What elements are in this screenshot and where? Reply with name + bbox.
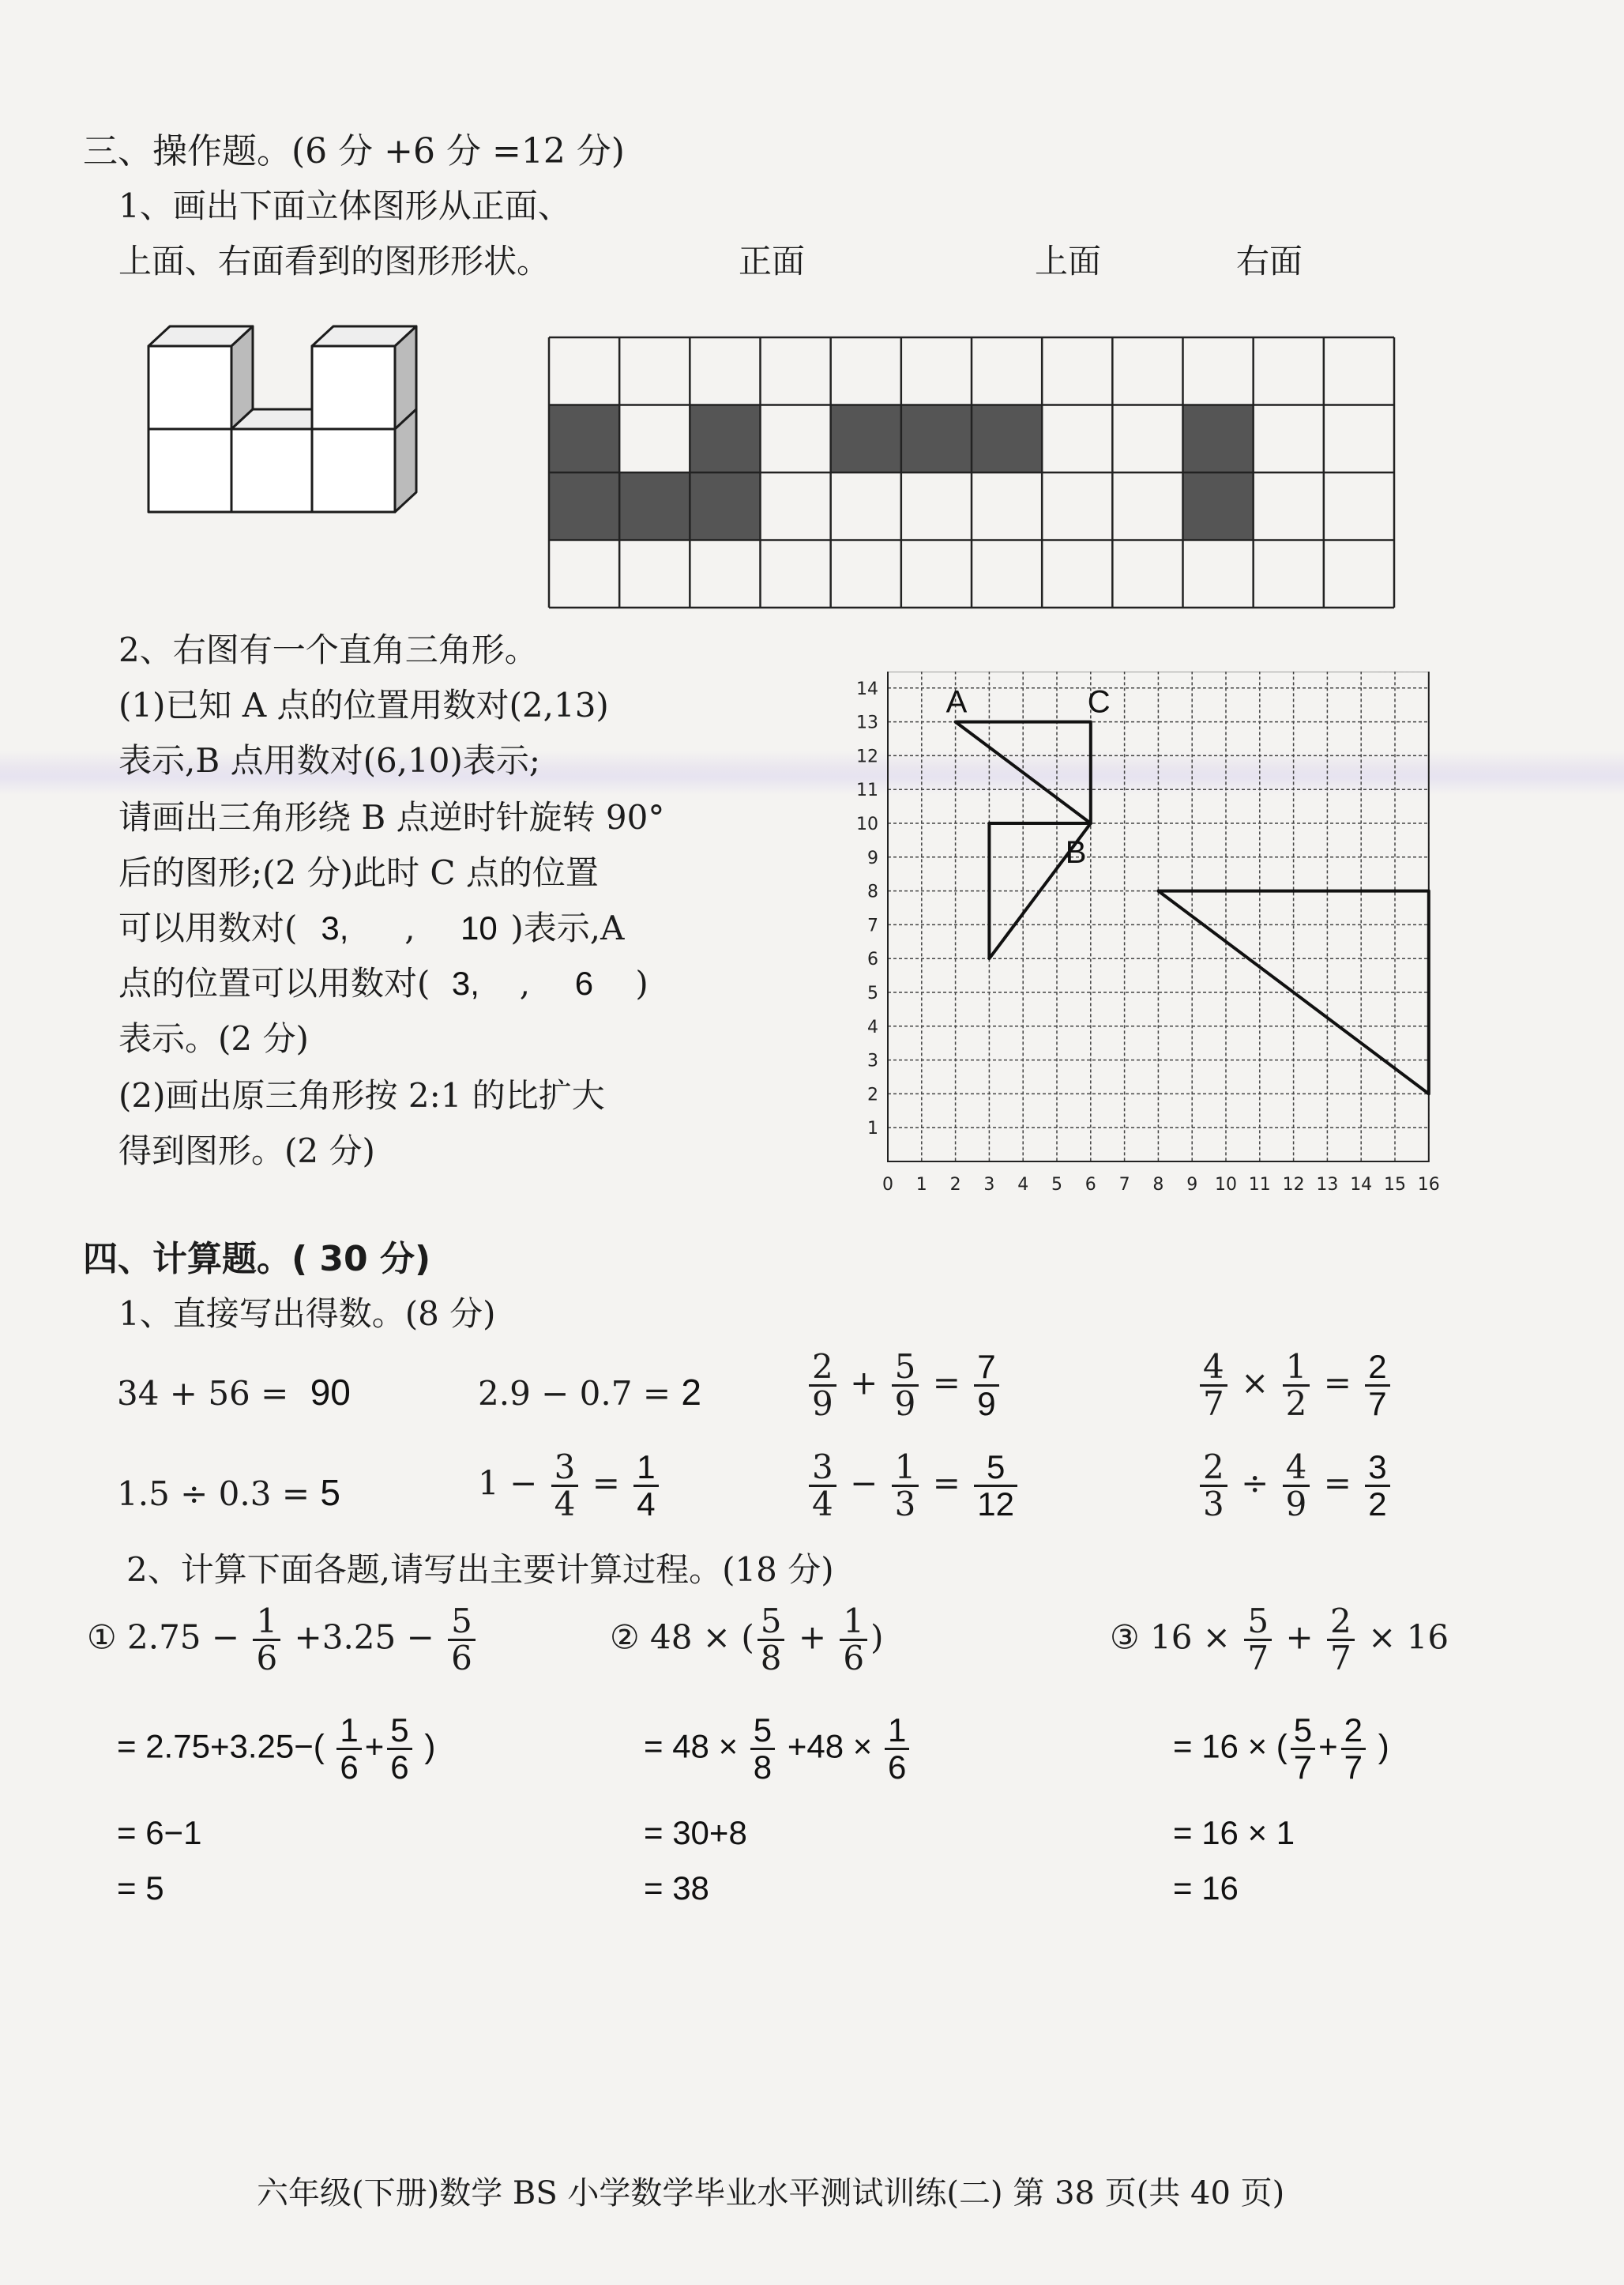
answer-fraction: $\frac{5}{12}$ [974, 1450, 1017, 1522]
expr: +3.25 − [294, 1617, 434, 1657]
answer-fraction: $\frac{1}{4}$ [633, 1450, 658, 1522]
cube-figure [142, 320, 427, 518]
x-tick-label: 15 [1384, 1175, 1406, 1195]
view-label-top: 上面 [1035, 242, 1102, 280]
operator: + [798, 1617, 827, 1657]
x-tick-label: 2 [949, 1175, 961, 1195]
fraction: $\frac{1}{6}$ [253, 1604, 280, 1676]
problem-number: ① [87, 1617, 117, 1657]
shaded-cell [1183, 472, 1254, 540]
expr: × 16 [1368, 1617, 1449, 1657]
shaded-cell [1183, 405, 1254, 473]
x-tick-label: 14 [1350, 1175, 1373, 1195]
q2-line1: 2、右图有一个直角三角形。 [118, 631, 538, 669]
y-tick-label: 14 [856, 679, 878, 699]
answer-fraction: $\frac{7}{9}$ [974, 1350, 998, 1421]
expr: 2.9 − 0.7 = [478, 1374, 671, 1413]
shaded-cell [901, 405, 972, 473]
expr: = 48 × [644, 1727, 739, 1765]
operator: × [1241, 1363, 1269, 1402]
operator: + [364, 1727, 385, 1765]
expr: = 16 × ( [1173, 1727, 1288, 1765]
a-answer-y: 6 [574, 965, 594, 1002]
y-tick-label: 9 [867, 848, 878, 868]
expr: 1 − [478, 1463, 538, 1503]
problem1-step2: = 6−1 [117, 1814, 202, 1851]
calc-r1-b [478, 1371, 701, 1414]
x-tick-label: 9 [1186, 1175, 1198, 1195]
y-tick-label: 4 [867, 1017, 878, 1037]
operator: + [1285, 1617, 1314, 1657]
x-tick-label: 10 [1215, 1175, 1237, 1195]
operator: − [850, 1463, 878, 1503]
problem1-step1 [117, 1713, 435, 1785]
q2-line4: 请画出三角形绕 B 点逆时针旋转 90° [118, 798, 665, 837]
x-tick-label: 11 [1248, 1175, 1271, 1195]
q2-line7 [118, 964, 648, 1003]
c-answer-comma: , [404, 909, 415, 947]
y-tick-label: 7 [867, 916, 878, 936]
q2-line6-prefix: 可以用数对( [118, 909, 298, 947]
calc-r2-d: $\frac{2}{3}$ ÷ $\frac{4}{9}$ = $\frac{3}{2}$ [1197, 1450, 1393, 1522]
fraction: $\frac{3}{4}$ [551, 1450, 579, 1522]
coordinate-grid [853, 672, 1469, 1225]
x-tick-label: 6 [1085, 1175, 1096, 1195]
expr: +48 × [787, 1727, 873, 1765]
x-tick-label: 16 [1417, 1175, 1440, 1195]
fraction: $\frac{3}{4}$ [809, 1450, 836, 1522]
fraction: $\frac{2}{9}$ [809, 1350, 836, 1421]
x-tick-label: 3 [983, 1175, 995, 1195]
expr: 34 + 56 = [117, 1374, 289, 1413]
fraction: $\frac{5}{8}$ [757, 1604, 785, 1676]
fraction: $\frac{2}{7}$ [1327, 1604, 1355, 1676]
q2-line5: 后的图形;(2 分)此时 C 点的位置 [118, 853, 599, 892]
x-tick-label: 7 [1118, 1175, 1130, 1195]
problem1-step3: = 5 [117, 1869, 164, 1907]
section3-heading: 三、操作题。(6 分 +6 分 =12 分) [83, 131, 625, 171]
fraction: $\frac{1}{2}$ [1283, 1350, 1310, 1421]
fraction: $\frac{1}{6}$ [840, 1604, 867, 1676]
point-label-A: A [945, 684, 968, 720]
expr: 48 × ( [650, 1617, 754, 1657]
operator: + [1318, 1727, 1338, 1765]
problem-number: ② [610, 1617, 640, 1657]
x-tick-label: 4 [1017, 1175, 1029, 1195]
answer-fraction: $\frac{2}{7}$ [1365, 1350, 1389, 1421]
shaded-cell [972, 405, 1042, 473]
fraction: $\frac{5}{6}$ [448, 1604, 476, 1676]
shaded-cell [549, 472, 619, 540]
fraction: $\frac{1}{6}$ [885, 1713, 909, 1785]
x-tick-label: 0 [882, 1175, 893, 1195]
y-tick-label: 5 [867, 984, 878, 1003]
views-answer-grid [545, 333, 1398, 612]
c-answer-x: 3, [321, 909, 349, 947]
q2-line2: (1)已知 A 点的位置用数对(2,13) [118, 686, 609, 725]
q2-line7-prefix: 点的位置可以用数对( [118, 964, 430, 1003]
fraction: $\frac{2}{3}$ [1200, 1450, 1227, 1522]
view-label-front: 正面 [739, 242, 806, 280]
problem3-step2: = 16 × 1 [1173, 1814, 1295, 1851]
x-tick-label: 12 [1282, 1175, 1305, 1195]
a-answer-comma: , [519, 964, 531, 1003]
calc-r1-a [117, 1371, 351, 1414]
shaded-cell [831, 405, 901, 473]
point-label-B: B [1065, 835, 1087, 870]
problem2-expression [610, 1604, 884, 1676]
expr: 2.75 − [127, 1617, 240, 1657]
operator: ÷ [1241, 1463, 1269, 1503]
shaded-cell [690, 405, 760, 473]
expr: 16 × [1150, 1617, 1231, 1657]
problem2-step2: = 30+8 [644, 1814, 747, 1851]
expr: ) [870, 1617, 884, 1657]
y-tick-label: 11 [856, 781, 878, 801]
calc-r1-d: $\frac{4}{7}$ × $\frac{1}{2}$ = $\frac{2}{7}$ [1197, 1350, 1393, 1421]
fraction: $\frac{5}{9}$ [892, 1350, 919, 1421]
problem3-step1 [1173, 1713, 1389, 1785]
expr: ) [424, 1727, 436, 1765]
operator: + [850, 1363, 878, 1402]
q2-line6 [118, 909, 624, 948]
y-tick-label: 2 [867, 1085, 878, 1105]
shaded-cell [549, 405, 619, 473]
answer: 2 [681, 1372, 701, 1413]
expr: ) [1378, 1727, 1389, 1765]
calc-q2-title: 2、计算下面各题,请写出主要计算过程。(18 分) [126, 1550, 834, 1589]
c-answer-y: 10 [461, 909, 498, 947]
q2-line7-suffix: ) [635, 964, 648, 1003]
answer: 5 [320, 1472, 340, 1513]
calc-q1-title: 1、直接写出得数。(8 分) [118, 1294, 496, 1333]
fraction: $\frac{4}{9}$ [1283, 1450, 1310, 1522]
q2-line10: 得到图形。(2 分) [118, 1131, 375, 1170]
expr: = 2.75+3.25−( [117, 1727, 325, 1765]
problem1-expression [87, 1604, 479, 1676]
fraction: $\frac{5}{7}$ [1291, 1713, 1315, 1785]
fraction: $\frac{1}{3}$ [892, 1450, 919, 1522]
y-tick-label: 6 [867, 950, 878, 970]
q2-line9: (2)画出原三角形按 2:1 的比扩大 [118, 1076, 605, 1115]
q2-line3: 表示,B 点用数对(6,10)表示; [118, 741, 541, 780]
point-label-C: C [1087, 684, 1111, 720]
section4-heading: 四、计算题。( 30 分) [83, 1239, 431, 1279]
x-tick-label: 13 [1316, 1175, 1339, 1195]
shaded-cell [690, 472, 760, 540]
x-tick-label: 8 [1152, 1175, 1164, 1195]
y-tick-label: 3 [867, 1051, 878, 1071]
fraction: $\frac{4}{7}$ [1200, 1350, 1227, 1421]
problem3-step3: = 16 [1173, 1869, 1239, 1907]
problem3-expression [1110, 1604, 1449, 1676]
x-tick-label: 1 [915, 1175, 927, 1195]
answer-fraction: $\frac{3}{2}$ [1365, 1450, 1389, 1522]
y-tick-label: 1 [867, 1119, 878, 1139]
q2-line8: 表示。(2 分) [118, 1019, 309, 1058]
calc-r2-a [117, 1471, 340, 1515]
problem-number: ③ [1110, 1617, 1140, 1657]
y-tick-label: 10 [856, 815, 878, 834]
shaded-cell [619, 472, 690, 540]
calc-r2-b: 1 − $\frac{3}{4}$ = $\frac{1}{4}$ [478, 1450, 662, 1522]
view-label-right: 右面 [1236, 242, 1303, 280]
calc-r1-c: $\frac{2}{9}$ + $\frac{5}{9}$ = $\frac{7}{9}$ [806, 1350, 1002, 1421]
y-tick-label: 8 [867, 882, 878, 902]
q2-line6-suffix: )表示,A [510, 909, 625, 947]
x-tick-label: 5 [1051, 1175, 1062, 1195]
a-answer-x: 3, [451, 965, 479, 1002]
problem2-step1 [644, 1713, 912, 1785]
expr: 1.5 ÷ 0.3 = [117, 1474, 310, 1513]
fraction: $\frac{1}{6}$ [336, 1713, 361, 1785]
answer: 90 [310, 1372, 351, 1413]
calc-r2-c: $\frac{3}{4}$ − $\frac{1}{3}$ = $\frac{5}{12}$ [806, 1450, 1021, 1522]
fraction: $\frac{5}{7}$ [1244, 1604, 1272, 1676]
q1-line1: 1、画出下面立体图形从正面、 [118, 186, 571, 225]
q1-line2: 上面、右面看到的图形形状。 [118, 242, 551, 280]
y-tick-label: 12 [856, 747, 878, 767]
fraction: $\frac{2}{7}$ [1341, 1713, 1366, 1785]
page-footer: 六年级(下册)数学 BS 小学数学毕业水平测试训练(二) 第 38 页(共 40 页) [257, 2175, 1285, 2212]
fraction: $\frac{5}{6}$ [387, 1713, 412, 1785]
triangle-original [956, 722, 1091, 823]
y-tick-label: 13 [856, 713, 878, 733]
fraction: $\frac{5}{8}$ [750, 1713, 775, 1785]
problem2-step3: = 38 [644, 1869, 709, 1907]
